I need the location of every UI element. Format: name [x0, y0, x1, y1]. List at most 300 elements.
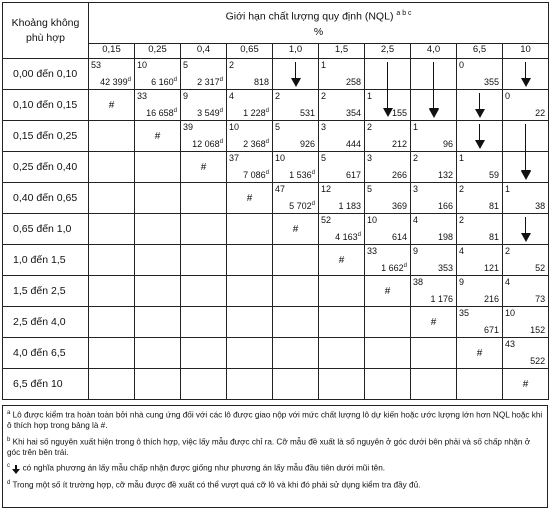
- footnote-mark: d: [311, 201, 315, 207]
- row-label: 0,25 đến 0,40: [3, 152, 89, 183]
- row-label: 0,10 đến 0,15: [3, 90, 89, 121]
- empty-cell: [273, 276, 319, 307]
- plan-cell: [411, 276, 457, 307]
- footnote-mark: d: [127, 77, 131, 83]
- footnote-letter: b: [7, 436, 11, 443]
- plan-cell-content: [365, 245, 410, 275]
- plan-cell-content: [503, 276, 548, 306]
- plan-cell-content: [365, 152, 410, 182]
- empty-cell: [89, 183, 135, 214]
- empty-cell: [365, 338, 411, 369]
- empty-cell: [365, 369, 411, 400]
- full-inspection-mark: #: [365, 276, 411, 307]
- sample-size-group: [192, 139, 223, 149]
- plan-cell: [135, 59, 181, 90]
- arrow-cell-content: [411, 90, 456, 120]
- sample-size: 132: [437, 170, 453, 180]
- row-label: 0,65 đến 1,0: [3, 214, 89, 245]
- plan-cell-content: [273, 152, 318, 182]
- acceptance-number: 2: [229, 60, 235, 70]
- plan-cell: [457, 152, 503, 183]
- sample-size-group: [289, 201, 315, 211]
- plan-cell: [503, 338, 549, 369]
- plan-cell-content: [227, 90, 272, 120]
- arrow-cell: [365, 59, 411, 90]
- row-label: 6,5 đến 10: [3, 369, 89, 400]
- plan-cell-content: [89, 59, 134, 89]
- plan-cell: [365, 90, 411, 121]
- empty-cell: [89, 245, 135, 276]
- table-row: [3, 121, 549, 152]
- acceptance-number: 1: [505, 184, 511, 194]
- empty-cell: [227, 245, 273, 276]
- down-arrow-icon: [12, 465, 20, 474]
- arrow-cell: [411, 90, 457, 121]
- plan-cell: [503, 307, 549, 338]
- column-header: 0,65: [227, 44, 273, 59]
- plan-cell: [319, 214, 365, 245]
- table-row: [3, 59, 549, 90]
- column-header: 0,25: [135, 44, 181, 59]
- plan-cell: [411, 183, 457, 214]
- column-header: 2,5: [365, 44, 411, 59]
- arrow-cell: [457, 121, 503, 152]
- sample-size: 354: [345, 108, 361, 118]
- sample-size: 2 317: [197, 77, 220, 87]
- plan-cell-content: [457, 214, 502, 244]
- table-row: [3, 152, 549, 183]
- acceptance-number: 0: [459, 60, 465, 70]
- footnote-text: Trong một số ít trường hợp, cỡ mẫu được đề xuất có thể vượt quá cỡ lô và khi đó phải sử dụng kiểm tra đầy đủ.: [12, 480, 421, 490]
- arrow-cell: [457, 90, 503, 121]
- plan-cell: [503, 183, 549, 214]
- empty-cell: [411, 338, 457, 369]
- plan-cell: [319, 183, 365, 214]
- arrow-cell: [503, 59, 549, 90]
- sample-size: 38: [535, 201, 546, 211]
- sample-size-group: [484, 263, 499, 273]
- row-label: 0,40 đến 0,65: [3, 183, 89, 214]
- empty-cell: [319, 276, 365, 307]
- sample-size-group: [392, 139, 407, 149]
- acceptance-number: 53: [91, 60, 102, 70]
- empty-cell: [181, 338, 227, 369]
- plan-cell-content: [411, 276, 456, 306]
- plan-cell-content: [503, 90, 548, 120]
- sample-size-group: [346, 108, 361, 118]
- sample-size: 22: [535, 108, 546, 118]
- acceptance-number: 47: [275, 184, 286, 194]
- table-row: [3, 276, 549, 307]
- plan-cell-content: [181, 121, 226, 151]
- arrow-cell-content: [457, 90, 502, 120]
- plan-cell: [273, 152, 319, 183]
- sample-size-group: [346, 139, 361, 149]
- plan-cell: [503, 90, 549, 121]
- footnote-mark: d: [357, 232, 361, 238]
- plan-cell: [227, 90, 273, 121]
- empty-cell: [273, 369, 319, 400]
- footnote-mark: d: [219, 108, 223, 114]
- arrow-cell-content: [503, 59, 548, 89]
- full-inspection-mark: #: [135, 121, 181, 152]
- table-title: [89, 3, 549, 44]
- plan-cell: [227, 121, 273, 152]
- title-footnote-marks: a b c: [396, 10, 412, 18]
- table-row: [3, 338, 549, 369]
- plan-cell: [503, 276, 549, 307]
- empty-cell: [411, 369, 457, 400]
- sample-size-group: [243, 170, 269, 180]
- acceptance-number: 12: [321, 184, 332, 194]
- sample-size-group: [197, 108, 223, 118]
- table-row: [3, 369, 549, 400]
- sample-size-group: [484, 77, 499, 87]
- plan-cell-content: [273, 90, 318, 120]
- empty-cell: [181, 183, 227, 214]
- empty-cell: [89, 338, 135, 369]
- footnote: [7, 461, 543, 474]
- plan-cell-content: [181, 59, 226, 89]
- arrow-cell-content: [411, 59, 456, 89]
- plan-cell-content: [365, 121, 410, 151]
- empty-cell: [273, 307, 319, 338]
- acceptance-number: 4: [459, 246, 465, 256]
- plan-cell-content: [457, 152, 502, 182]
- plan-cell-content: [365, 183, 410, 213]
- sample-size-group: [438, 263, 453, 273]
- sample-size: 258: [345, 77, 361, 87]
- sample-size-group: [484, 294, 499, 304]
- acceptance-number: 2: [505, 246, 511, 256]
- sample-size: 926: [299, 139, 315, 149]
- empty-cell: [273, 338, 319, 369]
- row-label: 1,0 đến 1,5: [3, 245, 89, 276]
- plan-cell-content: [135, 90, 180, 120]
- footnote-mark: d: [219, 77, 223, 83]
- plan-cell: [457, 245, 503, 276]
- sample-size-group: [151, 77, 177, 87]
- plan-cell-content: [411, 214, 456, 244]
- column-header: 4,0: [411, 44, 457, 59]
- empty-cell: [89, 307, 135, 338]
- full-inspection-mark: #: [411, 307, 457, 338]
- plan-cell: [319, 121, 365, 152]
- acceptance-number: 5: [183, 60, 189, 70]
- footnote-mark: d: [265, 108, 269, 114]
- plan-cell-content: [319, 90, 364, 120]
- full-inspection-mark: #: [227, 183, 273, 214]
- plan-cell-content: [503, 245, 548, 275]
- sample-size: 1 662: [381, 263, 404, 273]
- sample-size-group: [438, 170, 453, 180]
- plan-cell-content: [411, 183, 456, 213]
- title-text: Giới hạn chất lượng quy định (NQL): [225, 10, 394, 23]
- acceptance-number: 5: [321, 153, 327, 163]
- empty-cell: [365, 307, 411, 338]
- acceptance-number: 2: [321, 91, 327, 101]
- plan-cell: [181, 59, 227, 90]
- sample-size: 1 176: [430, 294, 453, 304]
- plan-cell: [365, 214, 411, 245]
- table-body: [3, 59, 549, 400]
- column-header: 1,0: [273, 44, 319, 59]
- column-header: 1,5: [319, 44, 365, 59]
- acceptance-number: 4: [229, 91, 235, 101]
- sample-size-group: [438, 201, 453, 211]
- sample-size-group: [243, 108, 269, 118]
- plan-cell-content: [319, 214, 364, 244]
- sample-size: 16 658: [146, 108, 174, 118]
- footnote: [7, 478, 543, 491]
- acceptance-number: 2: [275, 91, 281, 101]
- sample-size: 52: [535, 263, 546, 273]
- sample-size-group: [530, 356, 545, 366]
- acceptance-number: 9: [413, 246, 419, 256]
- column-header: 0,15: [89, 44, 135, 59]
- empty-cell: [89, 121, 135, 152]
- acceptance-number: 0: [505, 91, 511, 101]
- empty-cell: [227, 276, 273, 307]
- empty-cell: [273, 245, 319, 276]
- sample-size: 1 183: [338, 201, 361, 211]
- empty-cell: [89, 276, 135, 307]
- table-row: [3, 90, 549, 121]
- plan-cell-content: [319, 121, 364, 151]
- plan-cell: [227, 152, 273, 183]
- sample-size-group: [430, 294, 453, 304]
- acceptance-number: 52: [321, 215, 332, 225]
- footnote-letter: c: [7, 463, 10, 470]
- acceptance-number: 35: [459, 308, 470, 318]
- sample-size: 81: [488, 232, 499, 242]
- plan-cell: [411, 121, 457, 152]
- acceptance-number: 37: [229, 153, 240, 163]
- arrow-cell: [503, 214, 549, 245]
- empty-cell: [227, 369, 273, 400]
- footnote-mark: d: [265, 170, 269, 176]
- plan-cell-content: [503, 183, 548, 213]
- footnote-mark: d: [219, 139, 223, 145]
- sample-size-group: [289, 170, 315, 180]
- sample-size: 1 536: [289, 170, 312, 180]
- empty-cell: [181, 245, 227, 276]
- sample-size: 12 068: [192, 139, 220, 149]
- arrow-cell-content: [457, 121, 502, 151]
- sample-size-group: [535, 263, 545, 273]
- plan-cell-content: [273, 121, 318, 151]
- plan-cell: [227, 59, 273, 90]
- empty-cell: [89, 214, 135, 245]
- sample-size: 1 228: [243, 108, 266, 118]
- empty-cell: [135, 338, 181, 369]
- sample-size: 7 086: [243, 170, 266, 180]
- footnote-text: có nghĩa phương án lấy mẫu chấp nhận được giống như phương án lấy mẫu đầu tiên dưới mũi tên.: [22, 464, 386, 474]
- acceptance-number: 1: [367, 91, 373, 101]
- sample-size: 96: [442, 139, 453, 149]
- plan-cell-content: [411, 152, 456, 182]
- empty-cell: [135, 245, 181, 276]
- footnote-mark: d: [311, 170, 315, 176]
- plan-cell: [319, 152, 365, 183]
- row-label: 0,15 đến 0,25: [3, 121, 89, 152]
- acceptance-number: 2: [367, 122, 373, 132]
- plan-cell: [411, 152, 457, 183]
- acceptance-number: 5: [275, 122, 281, 132]
- footnote-letter: a: [7, 410, 11, 416]
- plan-cell-content: [227, 59, 272, 89]
- plan-cell: [89, 59, 135, 90]
- empty-cell: [89, 369, 135, 400]
- sample-size: 6 160: [151, 77, 174, 87]
- acceptance-number: 10: [505, 308, 516, 318]
- acceptance-number: 33: [137, 91, 148, 101]
- plan-cell-content: [135, 59, 180, 89]
- sample-size-group: [438, 232, 453, 242]
- empty-cell: [135, 369, 181, 400]
- sample-size-group: [535, 201, 545, 211]
- empty-cell: [135, 214, 181, 245]
- plan-cell: [503, 245, 549, 276]
- acceptance-number: 3: [367, 153, 373, 163]
- acceptance-number: 9: [459, 277, 465, 287]
- acceptance-number: 4: [413, 215, 419, 225]
- empty-cell: [319, 338, 365, 369]
- plan-cell-content: [319, 183, 364, 213]
- plan-cell-content: [411, 245, 456, 275]
- footnote-mark: d: [173, 77, 177, 83]
- acceptance-number: 3: [321, 122, 327, 132]
- full-inspection-mark: #: [273, 214, 319, 245]
- empty-cell: [135, 152, 181, 183]
- acceptance-number: 1: [459, 153, 465, 163]
- plan-cell-content: [365, 90, 410, 120]
- arrow-cell: [411, 59, 457, 90]
- plan-cell: [181, 121, 227, 152]
- acceptance-number: 33: [367, 246, 378, 256]
- plan-cell-content: [319, 152, 364, 182]
- plan-cell: [411, 214, 457, 245]
- plan-cell: [457, 59, 503, 90]
- empty-cell: [457, 369, 503, 400]
- acceptance-number: 1: [413, 122, 419, 132]
- acceptance-number: 43: [505, 339, 516, 349]
- plan-cell-content: [273, 183, 318, 213]
- sample-size-group: [346, 170, 361, 180]
- sample-size: 155: [391, 108, 407, 118]
- row-label: 2,5 đến 4,0: [3, 307, 89, 338]
- nql-sampling-table: [2, 2, 549, 400]
- acceptance-number: 9: [183, 91, 189, 101]
- sample-size: 617: [345, 170, 361, 180]
- sample-size: 152: [530, 325, 546, 335]
- empty-cell: [135, 307, 181, 338]
- acceptance-number: 10: [275, 153, 286, 163]
- sample-size-group: [489, 170, 499, 180]
- sample-size-group: [197, 77, 223, 87]
- sample-size: 42 399: [100, 77, 128, 87]
- sample-size: 59: [488, 170, 499, 180]
- sample-size: 444: [345, 139, 361, 149]
- plan-cell-content: [411, 121, 456, 151]
- acceptance-number: 2: [459, 215, 465, 225]
- footnote: [7, 435, 543, 459]
- plan-cell-content: [457, 183, 502, 213]
- sample-size: 353: [437, 263, 453, 273]
- column-header: 6,5: [457, 44, 503, 59]
- sample-size: 671: [483, 325, 499, 335]
- row-label: 0,00 đến 0,10: [3, 59, 89, 90]
- plan-cell-content: [227, 152, 272, 182]
- column-header: 0,4: [181, 44, 227, 59]
- sample-size: 73: [535, 294, 546, 304]
- sample-size-group: [392, 108, 407, 118]
- sample-size-group: [392, 170, 407, 180]
- plan-cell-content: [503, 307, 548, 337]
- plan-cell: [457, 307, 503, 338]
- empty-cell: [135, 183, 181, 214]
- sample-size: 2 368: [243, 139, 266, 149]
- table-row: [3, 183, 549, 214]
- empty-cell: [227, 214, 273, 245]
- footnote: [7, 408, 543, 432]
- acceptance-number: 3: [413, 184, 419, 194]
- full-inspection-mark: #: [319, 245, 365, 276]
- sample-size: 522: [530, 356, 546, 366]
- plan-cell: [457, 183, 503, 214]
- sample-size: 266: [391, 170, 407, 180]
- plan-cell: [457, 214, 503, 245]
- acceptance-number: 2: [413, 153, 419, 163]
- plan-cell-content: [319, 59, 364, 89]
- row-label: 4,0 đến 6,5: [3, 338, 89, 369]
- footnote-text: Lô được kiểm tra hoàn toàn bởi nhà cung ứng đối với các lô được giao nộp với mức chất lượng lô dự kiến hoặc ước lượng lớn hơn NQL hoặc khi ô thích hợp trong bảng là #.: [7, 410, 543, 431]
- table-row: [3, 245, 549, 276]
- sample-size-group: [243, 139, 269, 149]
- sample-size-group: [392, 201, 407, 211]
- sample-size-group: [535, 294, 545, 304]
- empty-cell: [135, 276, 181, 307]
- empty-cell: [181, 307, 227, 338]
- sample-size-group: [392, 232, 407, 242]
- table-row: [3, 307, 549, 338]
- sample-size: 5 702: [289, 201, 312, 211]
- sample-size: 614: [391, 232, 407, 242]
- footnote-mark: d: [173, 108, 177, 114]
- sample-size-group: [489, 232, 499, 242]
- empty-cell: [89, 152, 135, 183]
- sample-size: 355: [483, 77, 499, 87]
- footnote-text: Khi hai số nguyên xuất hiện trong ô thích hợp, việc lấy mẫu được chỉ ra. Cỡ mẫu đề xuất là số nguyên ở góc dưới bên phải và số chấp nhận ở góc trên bên trái.: [7, 437, 531, 457]
- acceptance-number: 2: [459, 184, 465, 194]
- plan-cell: [319, 59, 365, 90]
- sample-size-group: [300, 139, 315, 149]
- plan-cell: [273, 121, 319, 152]
- full-inspection-mark: #: [457, 338, 503, 369]
- arrow-cell: [503, 152, 549, 183]
- full-inspection-mark: #: [89, 90, 135, 121]
- title-unit: %: [313, 25, 324, 38]
- arrow-cell-content: [503, 152, 548, 182]
- empty-cell: [181, 276, 227, 307]
- sample-size: 818: [253, 77, 269, 87]
- footnotes: [2, 405, 548, 508]
- sample-size: 3 549: [197, 108, 220, 118]
- footnote-mark: d: [265, 139, 269, 145]
- sample-size: 166: [437, 201, 453, 211]
- acceptance-number: 10: [367, 215, 378, 225]
- sample-size-group: [489, 201, 499, 211]
